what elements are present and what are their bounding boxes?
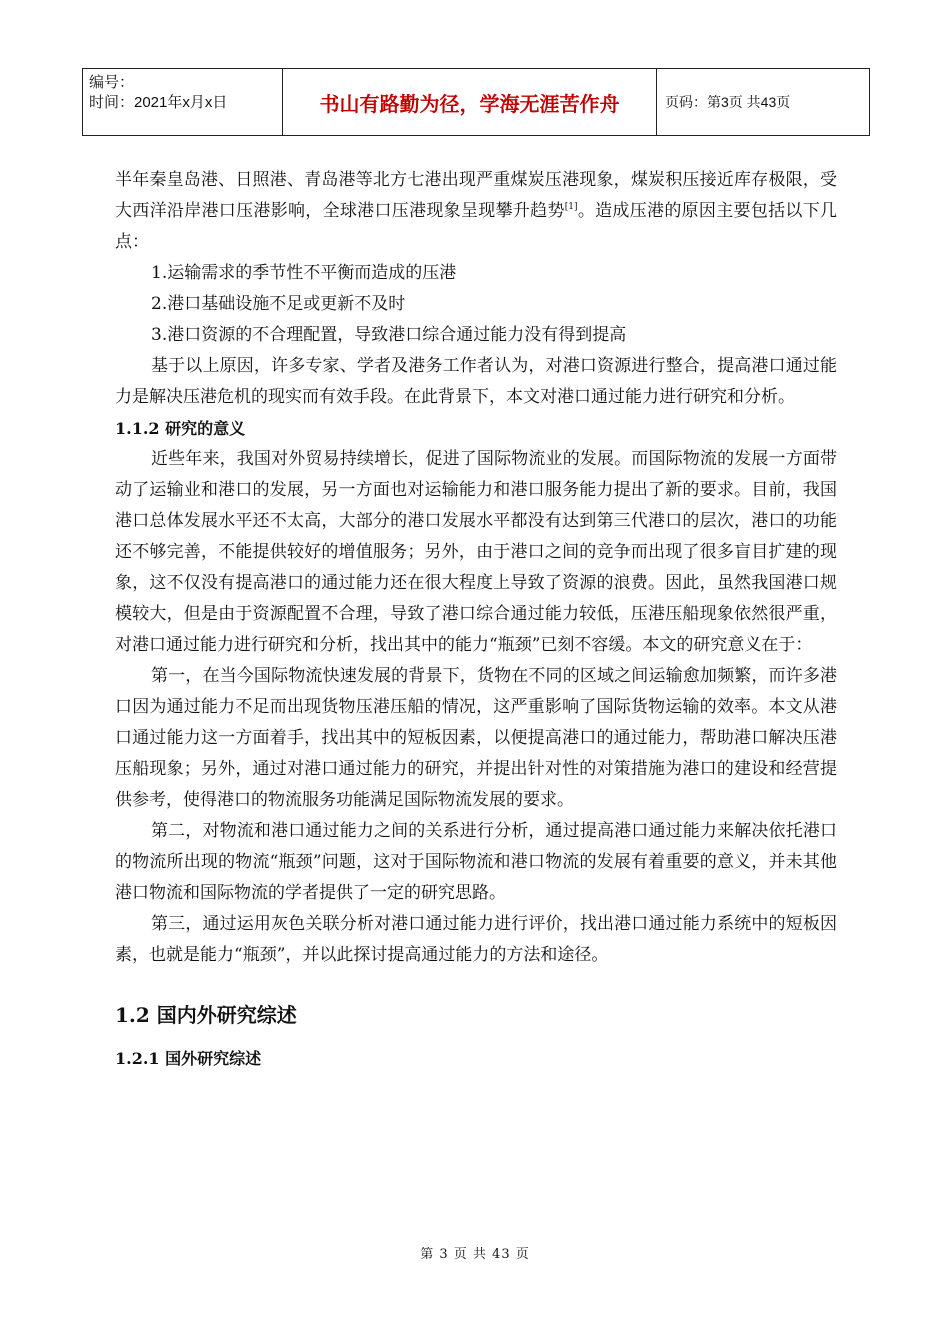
- header-motto: 书山有路勤为径，学海无涯苦作舟: [283, 69, 657, 135]
- document-body: [115, 165, 837, 1074]
- paragraph: 第一，在当今国际物流快速发展的背景下，货物在不同的区域之间运输愈加频繁，而许多港口因为通过能力不足而出现货物压港压船的情况，这严重影响了国际货物运输的效率。本文从港口通过能力这一方面着手，找出其中的短板因素，以便提高港口的通过能力，帮助港口解决压港压船现象；另外，通过对港口通过能力的研究，并提出针对性的对策措施为港口的建设和经营提供参考，使得港口的物流服务功能满足国际物流发展的要求。: [115, 666, 837, 810]
- list-item: 2.港口基础设施不足或更新不及时: [151, 294, 406, 314]
- paragraph: 半年秦皇岛港、日照港、青岛港等北方七港出现严重煤炭压港现象，煤炭积压接近库存极限，受大西洋沿岸港口压港影响，全球港口压港现象呈现攀升趋势[1]。造成压港的原因主要包括以下几点：: [115, 170, 838, 252]
- list-item: 1.运输需求的季节性不平衡而造成的压港: [151, 263, 457, 283]
- document-number: 编号：: [89, 74, 135, 91]
- page-header: [82, 68, 870, 136]
- page-footer: 第 3 页 共 43 页: [420, 1247, 530, 1262]
- paragraph: 近些年来，我国对外贸易持续增长，促进了国际物流业的发展。而国际物流的发展一方面带动了运输业和港口的发展，另一方面也对运输能力和港口服务能力提出了新的要求。目前，我国港口总体发展水平还不太高，大部分的港口发展水平都没有达到第三代港口的层次，港口的功能还不够完善，不能提供较好的增值服务；另外，由于港口之间的竞争而出现了很多盲目扩建的现象，这不仅没有提高港口的通过能力还在很大程度上导致了资源的浪费。因此，虽然我国港口规模较大，但是由于资源配置不合理，导致了港口综合通过能力较低，压港压船现象依然很严重，对港口通过能力进行研究和分析，找出其中的能力“瓶颈”已刻不容缓。本文的研究意义在于：: [115, 449, 837, 655]
- citation: [1]: [564, 202, 578, 212]
- document-date: 时间：2021年x月x日: [89, 94, 228, 111]
- section-heading-1-2-1: 1.2.1 国外研究综述: [115, 1049, 262, 1068]
- header-page-code: 页码：第3页 共43页: [665, 94, 791, 110]
- section-heading-1-1-2: 1.1.2 研究的意义: [115, 419, 246, 438]
- paragraph: 第三，通过运用灰色关联分析对港口通过能力进行评价，找出港口通过能力系统中的短板因素，也就是能力“瓶颈”，并以此探讨提高通过能力的方法和途径。: [115, 914, 837, 965]
- header-meta: [83, 69, 283, 135]
- list-item: 3.港口资源的不合理配置，导致港口综合通过能力没有得到提高: [151, 325, 627, 345]
- paragraph: 基于以上原因，许多专家、学者及港务工作者认为，对港口资源进行整合，提高港口通过能力是解决压港危机的现实而有效手段。在此背景下，本文对港口通过能力进行研究和分析。: [115, 356, 837, 407]
- paragraph: 第二，对物流和港口通过能力之间的关系进行分析，通过提高港口通过能力来解决依托港口的物流所出现的物流“瓶颈”问题，这对于国际物流和港口物流的发展有着重要的意义，并未其他港口物流和国际物流的学者提供了一定的研究思路。: [115, 821, 837, 903]
- section-heading-1-2: 1.2 国内外研究综述: [115, 1003, 297, 1027]
